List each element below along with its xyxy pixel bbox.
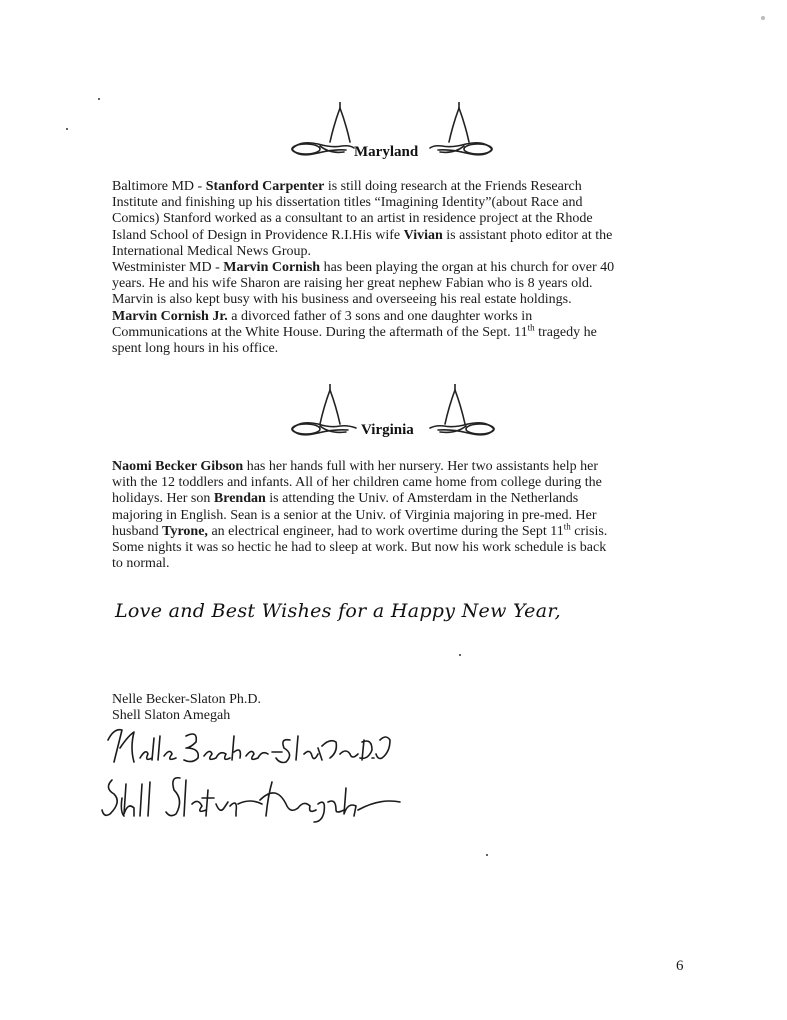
- scan-speck: [459, 654, 461, 656]
- signer-name-2: Shell Slaton Amegah: [112, 708, 231, 723]
- person-name: Brendan: [213, 491, 266, 507]
- scan-speck: [761, 16, 765, 20]
- person-name: Marvin Cornish: [223, 260, 321, 275]
- virginia-heading-text: Virginia: [361, 422, 414, 438]
- page-number: 6: [676, 958, 684, 974]
- scan-speck: [66, 128, 68, 130]
- person-name: Marvin Cornish Jr.: [112, 308, 228, 324]
- maryland-paragraph-baltimore: Baltimore MD - Stanford Carpenter is still doing research at the Friends Research Institute and finishing up his dissertation titles “Imagining Identity”(about Race and Comics) Stanford worked as a consultant to an artist in residence project at the Rhode Island School of Design in Providence R.I.His wife Vivian is assistant photo editor at the International Medical News Group.: [112, 179, 613, 259]
- closing-greeting: Love and Best Wishes for a Happy New Year,: [115, 600, 561, 622]
- maryland-paragraph-westminister: Westminister MD - Marvin Cornish has been playing the organ at his church for over 40 years. He and his wife Sharon are raising her great nephew Fabian who is 8 years old. Marvin is also kept busy with his business and overseeing his real estate holdings. Marvin Cornish Jr. a divorced father of 3 sons and one daughter works in Communications at the White House. During the aftermath of the Sept. 11th tragedy he spent long hours in his office.: [112, 260, 615, 357]
- scan-speck: [98, 98, 100, 100]
- maryland-heading-text: Maryland: [354, 144, 419, 160]
- person-name: Naomi Becker Gibson: [112, 459, 244, 474]
- scan-speck: [486, 854, 488, 856]
- maryland-heading: [0, 102, 787, 162]
- person-name: Vivian: [403, 227, 443, 243]
- virginia-paragraph: Naomi Becker Gibson has her hands full with her nursery. Her two assistants help her with the 12 toddlers and infants. All of her children came home from college during the holidays. Her son Brendan is attending the Univ. of Amsterdam in the Netherlands majoring in English. Sean is a senior at the Univ. of Virginia majoring in pre-med. Her husband Tyrone, an electrical engineer, had to work overtime during the Sept 11th crisis. Some nights it was so hectic he had to sleep at work. But now his work schedule is back to normal.: [112, 459, 608, 572]
- handwritten-signatures: [100, 718, 430, 828]
- virginia-heading: [0, 384, 787, 444]
- person-name: Tyrone,: [162, 523, 208, 539]
- person-name: Stanford Carpenter: [205, 179, 325, 194]
- signer-name-1: Nelle Becker-Slaton Ph.D.: [112, 692, 262, 707]
